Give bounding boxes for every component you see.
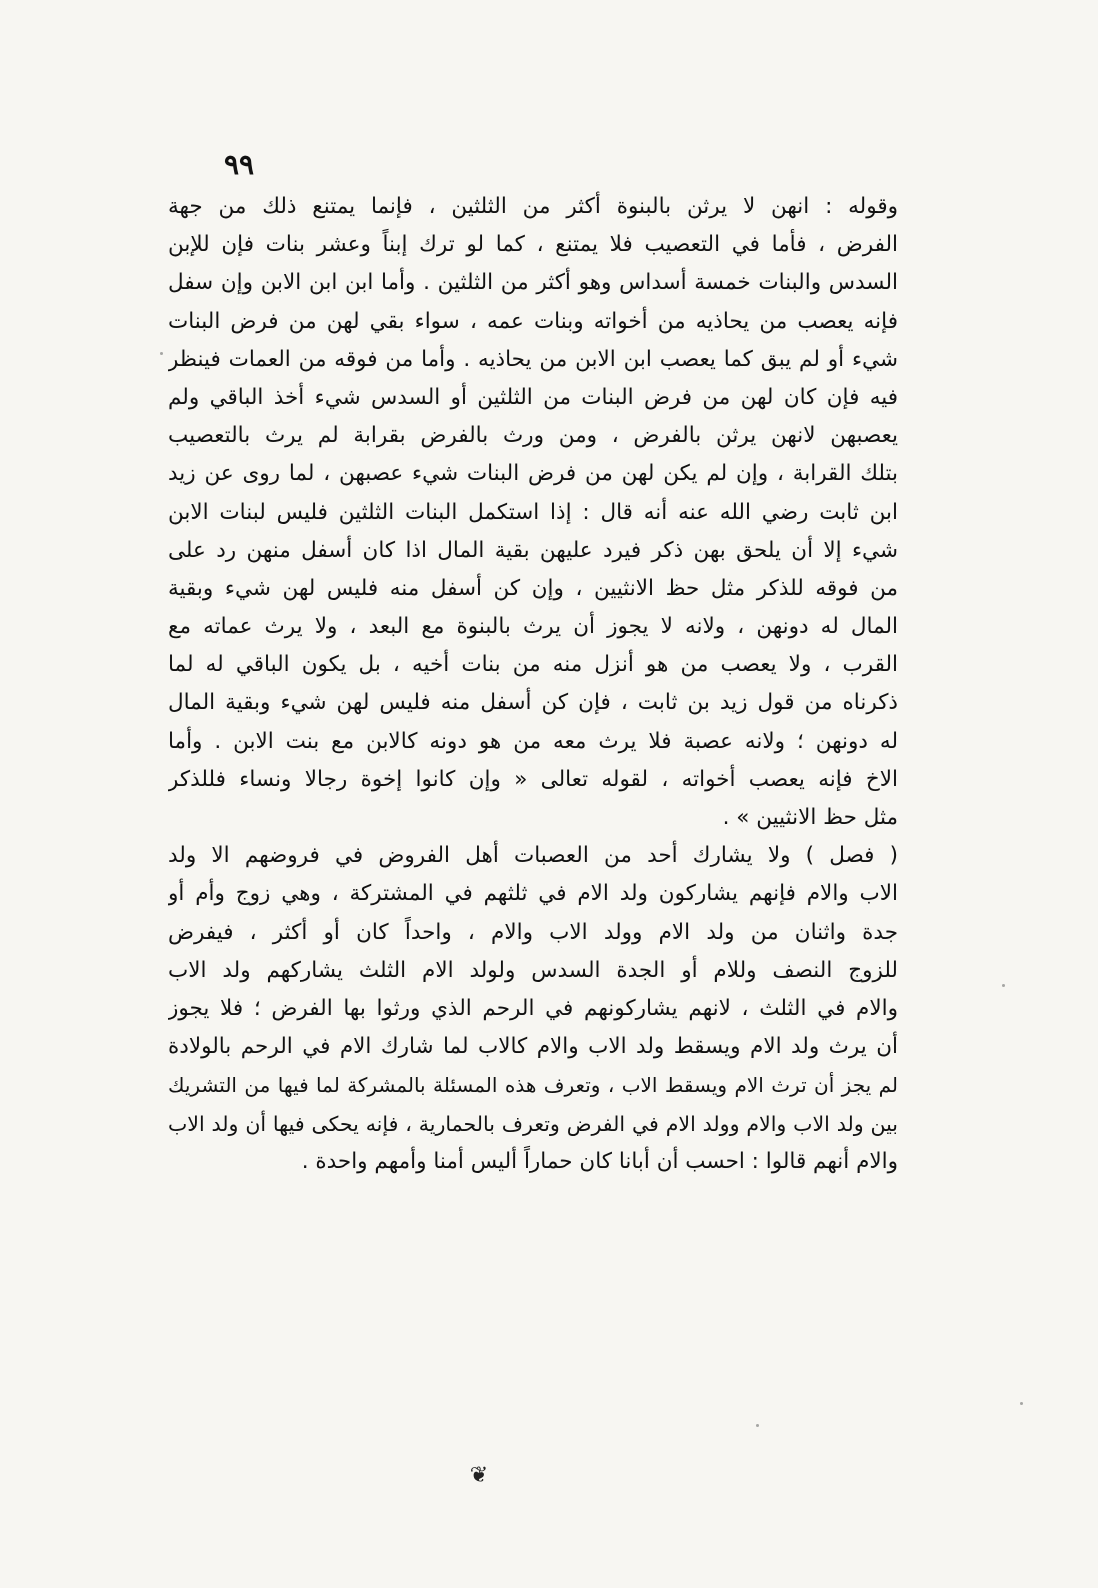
ornament-icon: ❦ [469, 1463, 489, 1488]
text-line: والام أنهم قالوا : احسب أن أبانا كان حماراً أليس أمنا وأمهم واحدة . [301, 1148, 898, 1174]
scan-speck [1002, 984, 1005, 987]
text-line: ذكرناه من قول زيد بن ثابت ، فإن كن أسفل منه فليس لهن شيء وبقية المال [168, 690, 898, 716]
text-line: الاخ فإنه يعصب أخواته ، لقوله تعالى « وإن كانوا إخوة رجالا ونساء فللذكر [168, 766, 898, 792]
text-line: مثل حظ الانثيين » . [722, 805, 898, 830]
text-line: شيء أو لم يبق كما يعصب ابن الابن من يحاذيه . وأما من فوقه من العمات فينظر [168, 346, 898, 372]
text-line: ( فصل ) ولا يشارك أحد من العصبات أهل الفروض في فروضهم الا ولد [168, 843, 898, 869]
text-line: الاب والام فإنهم يشاركون ولد الام في ثلثهم في المشتركة ، وهي زوج وأم أو [168, 881, 898, 907]
body-text [168, 188, 898, 1181]
text-line: والام في الثلث ، لانهم يشاركونهم في الرحم الذي ورثوا بها الفرض ؛ فلا يجوز [168, 995, 898, 1021]
scan-speck [160, 352, 163, 355]
text-line: الفرض ، فأما في التعصيب فلا يمتنع ، كما لو ترك إبناً وعشر بنات فإن للإبن [168, 232, 898, 258]
text-line: شيء إلا أن يلحق بهن ذكر فيرد عليهن بقية المال اذا كان أسفل منهن رد على [168, 537, 898, 563]
text-line: له دونهن ؛ ولانه عصبة فلا يرث معه من هو دونه كالابن مع بنت الابن . وأما [168, 728, 898, 754]
page-number: ٩٩ [224, 148, 255, 181]
text-line: المال له دونهن ، ولانه لا يجوز أن يرث بالبنوة مع البعد ، ولا يرث عماته مع [168, 614, 898, 640]
text-line: للزوج النصف وللام أو الجدة السدس ولولد الام الثلث يشاركهم ولد الاب [168, 957, 898, 983]
text-line: يعصبهن لانهن يرثن بالفرض ، ومن ورث بالفرض بقرابة لم يرث بالتعصيب [168, 423, 898, 449]
text-line: بين ولد الاب والام وولد الام في الفرض وتعرف بالحمارية ، فإنه يحكى فيها أن ولد الاب [168, 1111, 898, 1136]
scan-speck [756, 1424, 759, 1427]
text-line: لم يجز أن ترث الام ويسقط الاب ، وتعرف هذه المسئلة بالمشركة لما فيها من التشريك [168, 1073, 898, 1098]
text-line: السدس والبنات خمسة أسداس وهو أكثر من الثلثين . وأما ابن ابن الابن وإن سفل [168, 270, 898, 296]
scan-speck [1020, 1402, 1023, 1405]
text-line: أن يرث ولد الام ويسقط ولد الاب والام كالاب لما شارك الام في الرحم بالولادة [168, 1034, 898, 1060]
text-line: القرب ، ولا يعصب من هو أنزل منه من بنات أخيه ، بل يكون الباقي له لما [168, 652, 898, 678]
text-line: ابن ثابت رضي الله عنه أنه قال : إذا استكمل البنات الثلثين فليس لبنات الابن [168, 499, 898, 525]
text-line: وقوله : انهن لا يرثن بالبنوة أكثر من الثلثين ، فإنما يمتنع ذلك من جهة [168, 194, 898, 219]
text-line: من فوقه للذكر مثل حظ الانثيين ، وإن كن أسفل منه فليس لهن شيء وبقية [168, 575, 898, 601]
text-line: بتلك القرابة ، وإن لم يكن لهن من فرض البنات شيء عصبهن ، لما روى عن زيد [168, 461, 898, 487]
text-line: جدة واثنان من ولد الام وولد الاب والام ، واحداً كان أو أكثر ، فيفرض [168, 919, 898, 945]
text-line: فيه فإن كان لهن من فرض البنات من الثلثين أو السدس شيء أخذ الباقي ولم [168, 384, 898, 410]
text-line: فإنه يعصب من يحاذيه من أخواته وبنات عمه ، سواء بقي لهن من فرض البنات [168, 308, 898, 334]
